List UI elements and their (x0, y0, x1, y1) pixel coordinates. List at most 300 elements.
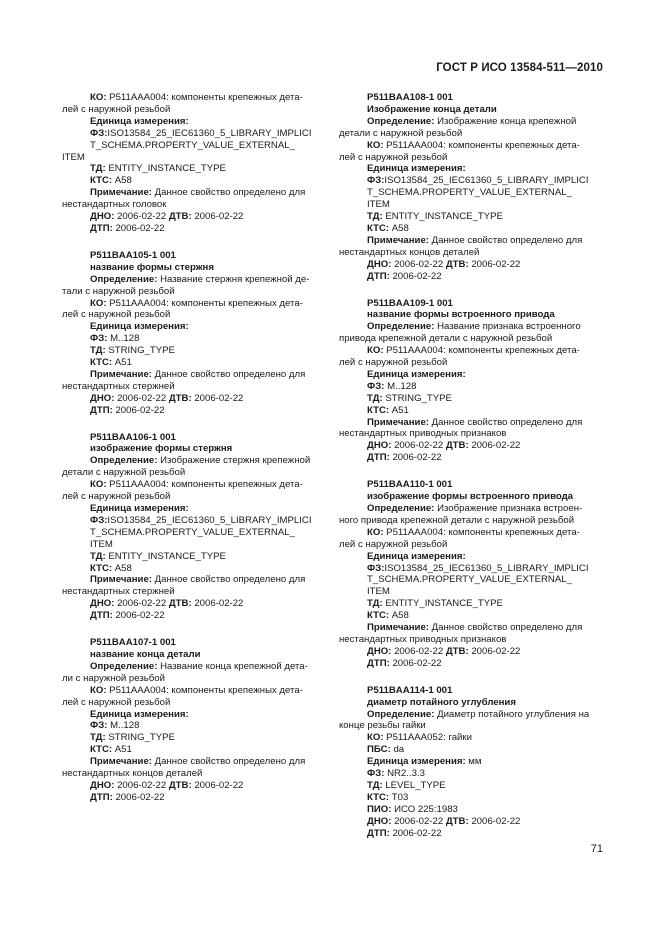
entry-line (339, 479, 599, 491)
entry-line (339, 163, 599, 175)
entry-line (339, 622, 599, 634)
entry-line (339, 298, 599, 310)
field-label: изображение формы встроенного привода (367, 491, 574, 503)
field-value: ного привода крепежной детали с наружной резьбой (339, 514, 575, 526)
field-value: LEVEL_TYPE (382, 779, 446, 791)
entry-line (62, 563, 322, 575)
entry-line (62, 274, 322, 286)
entry-line (62, 720, 322, 732)
entry-line (339, 756, 599, 768)
field-value: T_SCHEMA.PROPERTY_VALUE_EXTERNAL_ (367, 574, 572, 586)
field-value: A58 (112, 562, 132, 574)
entry-line (339, 804, 599, 816)
left-column (62, 92, 322, 819)
entry-line (339, 271, 599, 283)
field-label: КТС: (90, 175, 113, 187)
field-value: лей с наружной резьбой (62, 103, 171, 115)
field-label: ДТП: (367, 452, 390, 464)
field-value: 2006-02-22 (112, 610, 165, 622)
field-value: привода крепежной детали с наружной резьбой (339, 333, 553, 345)
field-value: T_SCHEMA.PROPERTY_VALUE_EXTERNAL_ (367, 187, 572, 199)
entry-line (339, 333, 599, 345)
field-value: Изображение признака встроен- (434, 503, 583, 514)
field-value: Данное свойство определено для (428, 416, 583, 428)
entry-line (339, 211, 599, 223)
entry-line (339, 792, 599, 804)
field-label: Примечание: (367, 622, 429, 634)
entry-line (62, 455, 322, 467)
entry-line (339, 247, 599, 259)
entry-line (339, 92, 599, 104)
entry-line (62, 187, 322, 199)
entry-line (62, 649, 322, 661)
entry-line (339, 223, 599, 235)
field-label: ФЗ: (367, 768, 385, 780)
field-value: 2006-02-22 (114, 598, 169, 610)
entry-line (339, 658, 599, 670)
field-value: P511AAA004: компоненты крепежных дета- (383, 139, 580, 151)
field-value: 2006-02-22 (191, 211, 244, 223)
field-value: Название признака встроенного (434, 321, 581, 333)
entry-line (62, 673, 322, 685)
entry-line (339, 780, 599, 792)
field-label: ДТП: (367, 270, 390, 282)
field-value: STRING_TYPE (382, 392, 452, 404)
field-value: нестандартных приводных признаков (339, 428, 507, 440)
field-value: 2006-02-22 (468, 815, 521, 827)
field-value: ли с наружной резьбой (62, 672, 165, 684)
field-label: Примечание: (90, 574, 152, 586)
document-header: ГОСТ Р ИСО 13584-511—2010 (436, 62, 603, 74)
field-value: Данное свойство определено для (428, 622, 583, 634)
entry-line (62, 128, 322, 140)
entry-line (62, 116, 322, 128)
entry-line (62, 211, 322, 223)
entry-line (62, 381, 322, 393)
field-value: 2006-02-22 (191, 392, 244, 404)
page-number: 71 (590, 843, 603, 855)
field-value: P511AAA004: компоненты крепежных дета- (106, 479, 303, 491)
field-label: ФЗ: (367, 175, 385, 187)
property-entry (339, 685, 599, 840)
field-value: нестандартных стержней (62, 586, 175, 598)
field-value: 2006-02-22 (191, 598, 244, 610)
field-value: 2006-02-22 (389, 657, 442, 669)
entry-line (62, 369, 322, 381)
field-label: ДТВ: (445, 440, 469, 452)
field-label: ФЗ: (90, 720, 108, 732)
entry-line (62, 610, 322, 622)
field-label: Единица измерения: (367, 550, 466, 562)
entry-line (62, 709, 322, 721)
field-label: ДНО: (367, 258, 392, 270)
field-value: ITEM (367, 586, 390, 598)
entry-line (339, 369, 599, 381)
field-value: 2006-02-22 (391, 645, 446, 657)
field-value: лей с наружной резьбой (339, 151, 448, 163)
field-value: P511AAA004: компоненты крепежных дета- (383, 345, 580, 357)
field-value: 2006-02-22 (112, 791, 165, 803)
field-label: изображение формы стержня (90, 443, 233, 455)
field-label: КТС: (367, 791, 390, 803)
field-value: 2006-02-22 (468, 258, 521, 270)
field-value: Данное свойство определено для (151, 187, 306, 199)
entry-line (62, 598, 322, 610)
entry-line (62, 768, 322, 780)
property-entry (339, 92, 599, 283)
entry-line (62, 405, 322, 417)
field-label: Единица измерения: (90, 321, 189, 333)
field-label: ФЗ: (90, 127, 108, 139)
field-label: ПИО: (367, 803, 392, 815)
entry-line (339, 440, 599, 452)
field-label: Примечание: (367, 416, 429, 428)
field-value: конце резьбы гайки (339, 720, 426, 732)
entry-line (339, 732, 599, 744)
entry-line (62, 357, 322, 369)
entry-line (339, 345, 599, 357)
entry-line (339, 539, 599, 551)
entry-line (62, 467, 322, 479)
field-value: A58 (389, 222, 409, 234)
field-label: ДНО: (367, 645, 392, 657)
field-label: ДНО: (90, 211, 115, 223)
field-value: нестандартных головок (62, 199, 167, 211)
field-value: детали с наружной резьбой (339, 127, 463, 139)
entry-line (62, 393, 322, 405)
entry-line (339, 515, 599, 527)
field-value: нестандартных приводных признаков (339, 633, 507, 645)
field-label: КО: (367, 732, 384, 744)
field-value: 2006-02-22 (114, 392, 169, 404)
field-label: ФЗ: (90, 333, 108, 345)
entry-line (62, 432, 322, 444)
field-label: Единица измерения: (90, 708, 189, 720)
entry-line (339, 116, 599, 128)
field-value: нестандартных стержней (62, 380, 175, 392)
entry-line (62, 163, 322, 175)
entry-line (339, 104, 599, 116)
field-value: Название конца крепежной дета- (157, 660, 308, 672)
field-value: 2006-02-22 (391, 815, 446, 827)
field-label: Определение: (90, 273, 158, 285)
field-label: КТС: (90, 562, 113, 574)
entry-line (339, 610, 599, 622)
field-value: STRING_TYPE (105, 732, 175, 744)
field-value: Данное свойство определено для (151, 756, 306, 768)
field-label: Определение: (367, 708, 435, 720)
field-value: 2006-02-22 (391, 258, 446, 270)
entry-line (339, 491, 599, 503)
field-value: P511AAA052: гайки (383, 732, 472, 744)
field-label: Примечание: (90, 368, 152, 380)
field-label: ТД: (90, 732, 106, 744)
field-label: P511BAA105-1 001 (90, 249, 176, 261)
entry-line (339, 187, 599, 199)
field-label: КТС: (367, 222, 390, 234)
field-label: P511BAA107-1 001 (90, 637, 176, 649)
field-label: КО: (90, 92, 107, 103)
entry-line (62, 732, 322, 744)
field-value: лей с наружной резьбой (339, 357, 448, 369)
field-label: ПБС: (367, 744, 391, 756)
field-label: ДНО: (90, 392, 115, 404)
field-label: ТД: (90, 550, 106, 562)
field-label: ДТВ: (168, 392, 192, 404)
field-label: ФЗ: (90, 514, 108, 526)
field-label: КО: (367, 345, 384, 357)
entry-line (62, 744, 322, 756)
field-value: 2006-02-22 (468, 645, 521, 657)
field-value: T_SCHEMA.PROPERTY_VALUE_EXTERNAL_ (90, 139, 295, 151)
field-value: da (390, 744, 405, 756)
entry-line (62, 298, 322, 310)
entry-line (62, 104, 322, 116)
field-label: ТД: (367, 598, 383, 610)
field-value: ISO13584_25_IEC61360_5_LIBRARY_IMPLICI (384, 175, 589, 187)
field-value: нестандартных концов деталей (62, 768, 203, 780)
field-value: ENTITY_INSTANCE_TYPE (105, 163, 226, 175)
field-value: ИСО 225:1983 (391, 803, 458, 815)
entry-line (339, 685, 599, 697)
field-label: Единица измерения: (90, 503, 189, 514)
field-label: ТД: (90, 163, 106, 175)
field-label: ТД: (90, 345, 106, 357)
field-label: P511BAA106-1 001 (90, 431, 176, 443)
field-value: M..128 (384, 380, 417, 392)
field-label: P511BAA110-1 001 (367, 479, 453, 491)
field-value: лей с наружной резьбой (62, 491, 171, 503)
field-label: Примечание: (90, 756, 152, 768)
field-value: A58 (389, 610, 409, 622)
field-value: Изображение конца крепежной (434, 115, 577, 127)
field-value: P511AAA004: компоненты крепежных дета- (383, 526, 580, 538)
right-column (339, 92, 599, 854)
field-label: ДТВ: (168, 598, 192, 610)
entry-line (339, 417, 599, 429)
field-label: Определение: (367, 321, 435, 333)
field-label: Примечание: (90, 187, 152, 199)
field-value: T_SCHEMA.PROPERTY_VALUE_EXTERNAL_ (90, 526, 295, 538)
field-label: КО: (90, 297, 107, 309)
field-value: P511AAA004: компоненты крепежных дета- (106, 297, 303, 309)
entry-line (62, 661, 322, 673)
field-label: ДТВ: (168, 779, 192, 791)
field-label: КО: (367, 139, 384, 151)
field-label: ДТП: (90, 791, 113, 803)
entry-line (62, 697, 322, 709)
entry-line (339, 152, 599, 164)
field-value: Название стержня крепежной де- (157, 273, 310, 285)
entry-line (62, 250, 322, 262)
entry-line (339, 527, 599, 539)
field-value: тали с наружной резьбой (62, 285, 175, 297)
field-value: детали с наружной резьбой (62, 467, 186, 479)
field-label: КТС: (367, 610, 390, 622)
field-label: название формы встроенного привода (367, 309, 555, 321)
entry-line (62, 539, 322, 551)
field-value: ENTITY_INSTANCE_TYPE (382, 211, 503, 223)
field-label: Определение: (90, 455, 158, 467)
field-value: Изображение стержня крепежной (157, 455, 311, 467)
field-value: ITEM (90, 538, 113, 550)
field-label: ДТВ: (445, 815, 469, 827)
field-value: ENTITY_INSTANCE_TYPE (105, 550, 226, 562)
entry-line (62, 321, 322, 333)
entry-line (62, 756, 322, 768)
field-label: ДТП: (90, 404, 113, 416)
field-value: Данное свойство определено для (428, 234, 583, 246)
entry-line (62, 792, 322, 804)
field-label: Единица измерения: (90, 115, 189, 127)
entry-line (339, 428, 599, 440)
field-label: Единица измерения: (367, 756, 466, 768)
field-label: ДНО: (90, 779, 115, 791)
field-value: нестандартных концов деталей (339, 246, 480, 258)
field-label: Определение: (90, 660, 158, 672)
field-label: ТД: (367, 779, 383, 791)
field-value: 2006-02-22 (389, 270, 442, 282)
field-label: КО: (367, 526, 384, 538)
field-label: ТД: (367, 211, 383, 223)
field-value: 2006-02-22 (468, 440, 521, 452)
entry-line (339, 646, 599, 658)
entry-line (339, 321, 599, 333)
entry-line (339, 563, 599, 575)
field-label: ДНО: (90, 598, 115, 610)
field-label: Единица измерения: (367, 163, 466, 175)
property-entry (62, 92, 322, 235)
entry-line (62, 175, 322, 187)
entry-line (339, 816, 599, 828)
field-value: A51 (389, 404, 409, 416)
field-value: 2006-02-22 (391, 440, 446, 452)
entry-line (339, 128, 599, 140)
field-value: 2006-02-22 (389, 452, 442, 464)
property-entry (339, 298, 599, 465)
field-value: NR2..3.3 (384, 768, 425, 780)
field-label: ДТВ: (445, 258, 469, 270)
field-value: Данное свойство определено для (151, 574, 306, 586)
entry-line (62, 503, 322, 515)
field-value: M..128 (107, 333, 140, 345)
field-value: P511AAA004: компоненты крепежных дета- (106, 92, 303, 103)
field-label: ТД: (367, 392, 383, 404)
field-label: P511BAA114-1 001 (367, 684, 453, 696)
field-value: Данное свойство определено для (151, 368, 306, 380)
entry-line (339, 551, 599, 563)
property-entry (339, 479, 599, 670)
property-entry (62, 637, 322, 804)
field-value: 2006-02-22 (191, 779, 244, 791)
entry-line (62, 479, 322, 491)
field-value: лей с наружной резьбой (62, 696, 171, 708)
field-label: ДНО: (367, 815, 392, 827)
field-label: КТС: (90, 357, 113, 369)
entry-line (62, 152, 322, 164)
field-value: 2006-02-22 (114, 779, 169, 791)
field-value: P511AAA004: компоненты крепежных дета- (106, 684, 303, 696)
field-label: КТС: (367, 404, 390, 416)
entry-line (339, 709, 599, 721)
entry-line (62, 637, 322, 649)
field-label: КО: (90, 684, 107, 696)
entry-line (339, 199, 599, 211)
field-label: P511BAA108-1 001 (367, 92, 453, 103)
field-label: Определение: (367, 503, 435, 514)
field-value: 2006-02-22 (114, 211, 169, 223)
entry-line (62, 223, 322, 235)
field-value: M..128 (107, 720, 140, 732)
entry-line (339, 259, 599, 271)
field-label: название конца детали (90, 648, 201, 660)
field-label: P511BAA109-1 001 (367, 297, 453, 309)
entry-line (339, 828, 599, 840)
entry-line (62, 780, 322, 792)
field-label: Примечание: (367, 234, 429, 246)
field-label: ФЗ: (367, 562, 385, 574)
field-label: ДТП: (90, 222, 113, 234)
entry-line (62, 443, 322, 455)
field-value: T03 (389, 791, 409, 803)
entry-line (62, 309, 322, 321)
field-label: название формы стержня (90, 261, 214, 273)
entry-line (62, 345, 322, 357)
field-value: A51 (112, 357, 132, 369)
property-entry (62, 250, 322, 417)
field-label: ДТВ: (445, 645, 469, 657)
entry-line (62, 515, 322, 527)
entry-line (62, 92, 322, 104)
field-value: 2006-02-22 (112, 222, 165, 234)
entry-line (62, 491, 322, 503)
field-value: 2006-02-22 (389, 827, 442, 839)
entry-line (339, 381, 599, 393)
field-label: КТС: (90, 744, 113, 756)
field-value: мм (465, 756, 482, 768)
entry-line (62, 586, 322, 598)
field-label: ДТВ: (168, 211, 192, 223)
entry-line (62, 333, 322, 345)
entry-line (339, 634, 599, 646)
entry-line (62, 574, 322, 586)
field-label: Определение: (367, 115, 435, 127)
entry-line (339, 357, 599, 369)
field-value: лей с наружной резьбой (339, 538, 448, 550)
entry-line (339, 140, 599, 152)
field-label: ДТП: (367, 657, 390, 669)
entry-line (62, 140, 322, 152)
field-label: ДТП: (367, 827, 390, 839)
field-value: ITEM (62, 151, 85, 163)
entry-line (62, 199, 322, 211)
entry-line (339, 309, 599, 321)
entry-line (62, 262, 322, 274)
field-label: Единица измерения: (367, 368, 466, 380)
field-value: A58 (112, 175, 132, 187)
field-value: 2006-02-22 (112, 404, 165, 416)
entry-line (62, 286, 322, 298)
entry-line (339, 744, 599, 756)
entry-line (339, 503, 599, 515)
entry-line (62, 527, 322, 539)
property-entry (62, 432, 322, 623)
field-value: лей с наружной резьбой (62, 309, 171, 321)
field-value: ISO13584_25_IEC61360_5_LIBRARY_IMPLICI (107, 127, 312, 139)
field-value: ISO13584_25_IEC61360_5_LIBRARY_IMPLICI (384, 562, 589, 574)
field-value: Диаметр потайного углубления на (434, 708, 590, 720)
entry-line (339, 598, 599, 610)
